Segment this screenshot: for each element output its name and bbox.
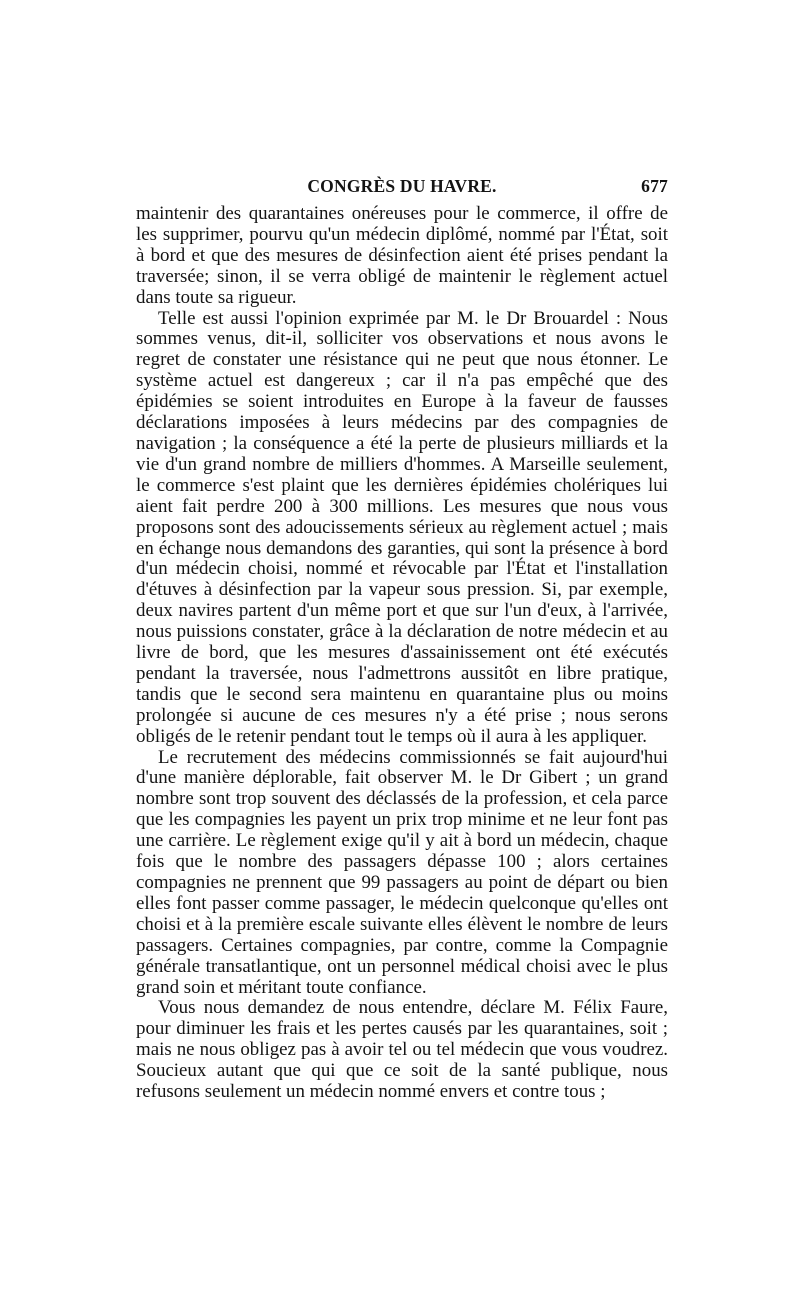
page-number: 677 (641, 176, 668, 196)
paragraph-continuation: maintenir des quarantaines onéreuses pour le commerce, il offre de les supprimer, pourvu qu'un médecin diplômé, nommé par l'État, soit à bord et que des mesures de désinfection aient été prises pendant la traversée; sinon, il se verra obligé de maintenir le règlement actuel dans toute sa rigueur. (136, 203, 668, 308)
paragraph-faure: Vous nous demandez de nous entendre, déclare M. Félix Faure, pour diminuer les frais et les pertes causés par les quarantaines, soit ; mais ne nous obligez pas à avoir tel ou tel médecin que vous voudrez. Soucieux autant que qui que ce soit de la santé publique, nous refusons seulement un médecin nommé envers et contre tous ; (136, 997, 668, 1103)
page-header (136, 174, 668, 204)
body-text (136, 204, 668, 1103)
paragraph-gibert: Le recrutement des médecins commissionnés se fait aujourd'hui d'une manière déplorable, fait observer M. le Dr Gibert ; un grand nombre sont trop souvent des déclassés de la profession, et cela parce que les compagnies les payent un prix trop minime et ne leur font pas une carrière. Le règlement exige qu'il y ait à bord un médecin, chaque fois que le nombre des passagers dépasse 100 ; alors certaines compagnies ne prennent que 99 passagers au point de départ ou bien elles font passer comme passager, le médecin quelconque qu'elles ont choisi et à la première escale suivante elles élèvent le nombre de leurs passagers. Certaines compagnies, par contre, comme la Compagnie générale transatlantique, ont un personnel médical choisi avec le plus grand soin et méritant toute confiance. (136, 746, 668, 998)
running-title: CONGRÈS DU HAVRE. (307, 176, 497, 196)
book-page (136, 174, 668, 1103)
paragraph-brouardel: Telle est aussi l'opinion exprimée par M. le Dr Brouardel : Nous sommes venus, dit-il, solliciter vos observations et nous avons le regret de constater une résistance qui ne peut que nous étonner. Le système actuel est dangereux ; car il n'a pas empêché que des épidémies se soient introduites en Europe à la faveur de fausses déclarations imposées à leurs médecins par des compagnies de navigation ; la conséquence a été la perte de plusieurs milliards et la vie d'un grand nombre de milliers d'hommes. A Marseille seulement, le commerce s'est plaint que les dernières épidémies cholériques lui aient fait perdre 200 à 300 millions. Les mesures que nous vous proposons sont des adoucissements sérieux au règlement actuel ; mais en échange nous demandons des garanties, qui sont la présence à bord d'un médecin choisi, nommé et révocable par l'État et l'installation d'étuves à désinfection par la vapeur sous pression. Si, par exemple, deux navires partent d'un même port et que sur l'un d'eux, à l'arrivée, nous puissions constater, grâce à la déclaration de notre médecin et au livre de bord, que les mesures d'assainissement ont été exécutés pendant la traversée, nous l'admettrons aussitôt en libre pratique, tandis que le second sera maintenu en quarantaine plus ou moins prolongée si aucune de ces mesures n'y a été prise ; nous serons obligés de le retenir pendant tout le temps où il aura à les appliquer. (136, 307, 668, 747)
